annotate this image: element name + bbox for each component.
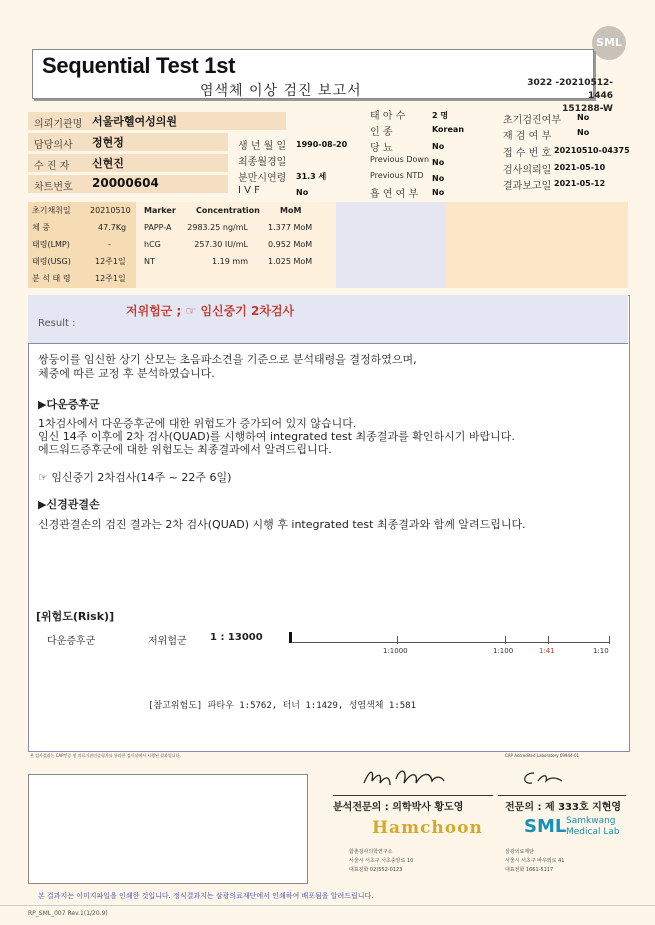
previous-down-label: Previous Down [370, 155, 430, 164]
down-syndrome-title: ▶다운증후군 [38, 398, 100, 411]
concentration-cell: 1.19 mm [212, 257, 248, 266]
risk-tick [397, 636, 398, 644]
risk-tick [548, 636, 549, 644]
concentration-header: Concentration [196, 206, 260, 215]
report-date-label: 결과보고일 [503, 181, 552, 192]
risk-axis [290, 642, 610, 643]
retest-label: 재 검 여 부 [503, 131, 552, 142]
previous-ntd-value: No [432, 174, 445, 183]
risk-value: 1 : 13000 [210, 632, 263, 643]
footer-divider [0, 905, 655, 906]
revision-code: RP_SML_007 Rev.1(1/20.9) [28, 910, 108, 917]
hamchoon-logo: Hamchoon [372, 818, 483, 838]
request-date-label: 검사의뢰일 [503, 165, 552, 176]
sml-brand-name [566, 816, 620, 838]
risk-tick-label: 1:100 [493, 647, 514, 655]
intro-line-1: 쌍둥이를 임신한 상기 산모는 초음파소견을 기준으로 분석태령을 결정하였으며, [38, 353, 417, 366]
fetus-count-value: 2 명 [432, 111, 449, 120]
reference-risk: [참고위험도] 파타우 1:5762, 터너 1:1429, 성염색체 1:581 [148, 701, 417, 711]
previous-down-value: No [432, 158, 445, 167]
risk-tick [609, 636, 610, 644]
marker-cell: NT [144, 257, 155, 266]
cap-accreditation: CAP Accredited Laboratory 69944-01 [505, 753, 580, 758]
patient-value: 신현진 [92, 157, 124, 170]
marker-cell: hCG [144, 240, 161, 249]
signature-right [518, 767, 568, 789]
risk-disease: 다운증후군 [47, 636, 96, 647]
second-test-note: ☞ 임신중기 2차검사(14주 ~ 22주 6일) [38, 471, 232, 484]
document-number-1: 3022 -20210512-1446 [527, 78, 613, 101]
marker-header: Marker [144, 206, 176, 215]
concentration-cell: 2983.25 ng/mL [187, 223, 248, 232]
retest-value: No [577, 128, 590, 137]
report-title: Sequential Test 1st [42, 53, 236, 78]
sml-info-line: 삼광의료재단 [505, 849, 534, 855]
risk-tick-label: 1:1000 [383, 647, 408, 655]
initial-screening-value: No [577, 113, 590, 122]
document-number-2: 151288-W [562, 104, 613, 114]
patient-row-label: 태령(LMP) [32, 240, 70, 249]
result-header [28, 295, 628, 344]
delivery-age-value: 31.3 세 [296, 172, 327, 181]
blank-column-2 [446, 202, 628, 288]
patient-row-value: 20210510 [90, 206, 131, 215]
diabetes-label: 당 뇨 [370, 143, 393, 154]
blank-column-1 [336, 202, 446, 288]
sign-line-right [498, 795, 626, 796]
concentration-cell: 257.30 IU/mL [194, 240, 248, 249]
patient-row [32, 254, 71, 270]
mom-cell: 1.377 MoM [268, 223, 313, 232]
risk-marker [289, 632, 292, 643]
risk-title: [위험도(Risk)] [36, 610, 115, 623]
hamchoon-info [349, 848, 413, 875]
diabetes-value: No [432, 142, 445, 151]
ntd-line-1: 신경관결손의 검진 결과는 2차 검사(QUAD) 시행 후 integrated test 최종결과와 함께 알려드립니다. [38, 518, 526, 531]
chart-number-value: 20000604 [92, 176, 159, 190]
risk-tick [505, 636, 506, 644]
birthdate-label: 생 년 월 일 [238, 141, 287, 152]
sml-brand-line-1: Samkwang [566, 816, 616, 826]
patient-row-value: 12주1일 [95, 274, 126, 283]
receipt-number-value: 20210510-04375 [554, 146, 630, 155]
patient-row-value: 47.7Kg [98, 223, 127, 232]
patient-row [32, 271, 71, 287]
marker-cell: PAPP-A [144, 223, 172, 232]
fetus-count-label: 태 아 수 [370, 111, 406, 122]
sml-info-line: 대표전화 1661-5117 [505, 867, 554, 873]
risk-group: 저위험군 [148, 636, 187, 647]
specialist-title: 전문의 : 제 333호 지현영 [505, 802, 622, 813]
down-syndrome-line-2: 임신 14주 이후에 2차 검사(QUAD)를 시행하여 integrated test 최종결과를 확인하시기 바랍니다. [38, 430, 515, 443]
sml-brand-logo: SML [524, 816, 567, 837]
chart-number-label: 차트번호 [34, 182, 73, 193]
ntd-title: ▶신경관결손 [38, 498, 100, 511]
mom-cell: 1.025 MoM [268, 257, 313, 266]
risk-tick-label: 1:10 [593, 647, 609, 655]
hamchoon-info-line: 서울시 서초구 서초중앙로 10 [349, 858, 414, 864]
sml-info [505, 848, 564, 875]
patient-row [32, 220, 50, 236]
footer-note: 본 결과지는 이미지파일을 인쇄한 것입니다. 정식결과지는 삼광의료재단에서 인쇄하여 배포됨을 알려드립니다. [38, 892, 374, 900]
patient-label: 수 진 자 [34, 161, 70, 172]
stamp-box [28, 774, 308, 884]
smoking-label: 흡 연 여 부 [370, 189, 419, 200]
patient-row-value: - [108, 240, 111, 249]
race-label: 인 종 [370, 127, 393, 138]
race-value: Korean [432, 125, 465, 134]
intro-line-2: 체중에 따른 교정 후 분석하였습니다. [38, 367, 215, 380]
hamchoon-info-line: 함춘검사의학연구소 [349, 849, 393, 855]
birthdate-value: 1990-08-20 [296, 140, 348, 149]
patient-row-label: 분 석 태 령 [32, 274, 71, 283]
sml-logo: SML [592, 26, 626, 60]
ivf-label: I V F [238, 185, 260, 196]
hamchoon-info-line: 대표전화 02)552-0123 [349, 867, 403, 873]
patient-row [32, 237, 70, 253]
patient-row-label: 초기채취일 [32, 206, 71, 215]
sml-brand-line-2: Medical Lab [566, 827, 620, 837]
sign-line-left [333, 795, 493, 796]
analyst-title: 분석전문의 : 의학박사 황도영 [333, 802, 464, 813]
cap-note: 본 검사결과는 CAP인증 및 의료기관인증평가를 통과한 검사실에서 시행된 결과입니다. [30, 753, 181, 758]
request-date-value: 2021-05-10 [554, 163, 606, 172]
patient-row-label: 체 중 [32, 223, 50, 232]
risk-tick-label-cutoff: 1:41 [539, 647, 555, 655]
doctor-label: 담당의사 [34, 140, 73, 151]
doctor-value: 정현정 [92, 136, 124, 149]
ivf-value: No [296, 188, 309, 197]
delivery-age-label: 분만시연령 [238, 173, 287, 184]
mom-header: MoM [280, 206, 302, 215]
client-value: 서울라헬여성의원 [92, 115, 178, 128]
initial-screening-label: 초기검진여부 [503, 115, 561, 126]
patient-row-value: 12주1일 [95, 257, 126, 266]
down-syndrome-line-3: 에드워드증후군에 대한 위험도는 최종결과에서 알려드립니다. [38, 443, 332, 456]
patient-row-label: 태령(USG) [32, 257, 71, 266]
receipt-number-label: 접 수 번 호 [503, 148, 552, 159]
result-label: Result : [38, 318, 76, 329]
patient-row [32, 203, 71, 219]
report-subtitle: 염색체 이상 검진 보고서 [200, 83, 362, 99]
result-value: 저위험군 ; ☞ 임신중기 2차검사 [126, 304, 295, 318]
signature-left [360, 765, 450, 791]
mom-cell: 0.952 MoM [268, 240, 313, 249]
client-label: 의뢰기관명 [34, 119, 83, 130]
down-syndrome-line-1: 1차검사에서 다운증후군에 대한 위험도가 증가되어 있지 않습니다. [38, 417, 357, 430]
report-date-value: 2021-05-12 [554, 179, 606, 188]
previous-ntd-label: Previous NTD [370, 171, 424, 180]
lmp-label: 최종월경일 [238, 157, 287, 168]
smoking-value: No [432, 188, 445, 197]
sml-info-line: 서울시 서초구 바우뫼로 41 [505, 858, 565, 864]
